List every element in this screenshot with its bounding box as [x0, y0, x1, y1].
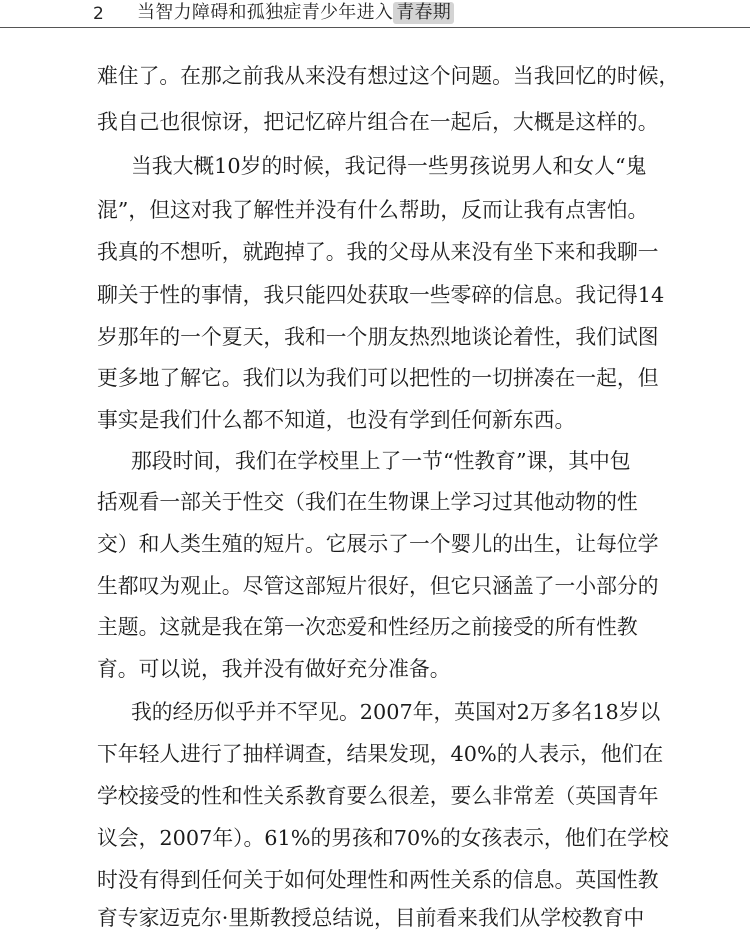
running-title-highlight: 青春期: [393, 2, 454, 24]
text-line: 更多地了解它。我们以为我们可以把性的一切拼凑在一起，但: [97, 366, 659, 390]
text-line: 学校接受的性和性关系教育要么很差，要么非常差（英国青年: [97, 784, 659, 808]
text-line: 育专家迈克尔·里斯教授总结说，目前看来我们从学校教育中: [97, 906, 645, 930]
text-line: 下年轻人进行了抽样调查，结果发现，40%的人表示，他们在: [97, 742, 664, 766]
text-line: 括观看一部关于性交（我们在生物课上学习过其他动物的性: [97, 490, 638, 514]
text-line: 我真的不想听，就跑掉了。我的父母从来没有坐下来和我聊一: [97, 240, 659, 264]
running-title-main: 当智力障碍和孤独症青少年进入: [137, 2, 394, 23]
text-line: 生都叹为观止。尽管这部短片很好，但它只涵盖了一小部分的: [97, 574, 659, 598]
text-line: 聊关于性的事情，我只能四处获取一些零碎的信息。我记得14: [97, 283, 665, 307]
text-line: 我自己也很惊讶，把记忆碎片组合在一起后，大概是这样的。: [97, 110, 659, 134]
text-line: 交）和人类生殖的短片。它展示了一个婴儿的出生，让每位学: [97, 532, 659, 556]
paragraph-first-line: 当我大概10岁的时候，我记得一些男孩说男人和女人“鬼: [131, 154, 647, 178]
page-number: 2: [93, 4, 104, 24]
text-line: 混”，但这对我了解性并没有什么帮助，反而让我有点害怕。: [97, 198, 649, 222]
paragraph-first-line: 我的经历似乎并不罕见。2007年，英国对2万多名18岁以: [131, 700, 661, 724]
text-line: 事实是我们什么都不知道，也没有学到任何新东西。: [97, 408, 576, 432]
text-line: 时没有得到任何关于如何处理性和两性关系的信息。英国性教: [97, 868, 659, 892]
text-line: 主题。这就是我在第一次恋爱和性经历之前接受的所有性教: [97, 615, 638, 639]
text-line: 议会，2007年）。61%的男孩和70%的女孩表示，他们在学校: [97, 826, 669, 850]
text-line: 岁那年的一个夏天，我和一个朋友热烈地谈论着性，我们试图: [97, 325, 659, 349]
text-line: 难住了。在那之前我从来没有想过这个问题。当我回忆的时候，: [97, 64, 680, 88]
paragraph-first-line: 那段时间，我们在学校里上了一节“性教育”课，其中包: [131, 449, 631, 473]
text-line: 育。可以说，我并没有做好充分准备。: [97, 657, 451, 681]
